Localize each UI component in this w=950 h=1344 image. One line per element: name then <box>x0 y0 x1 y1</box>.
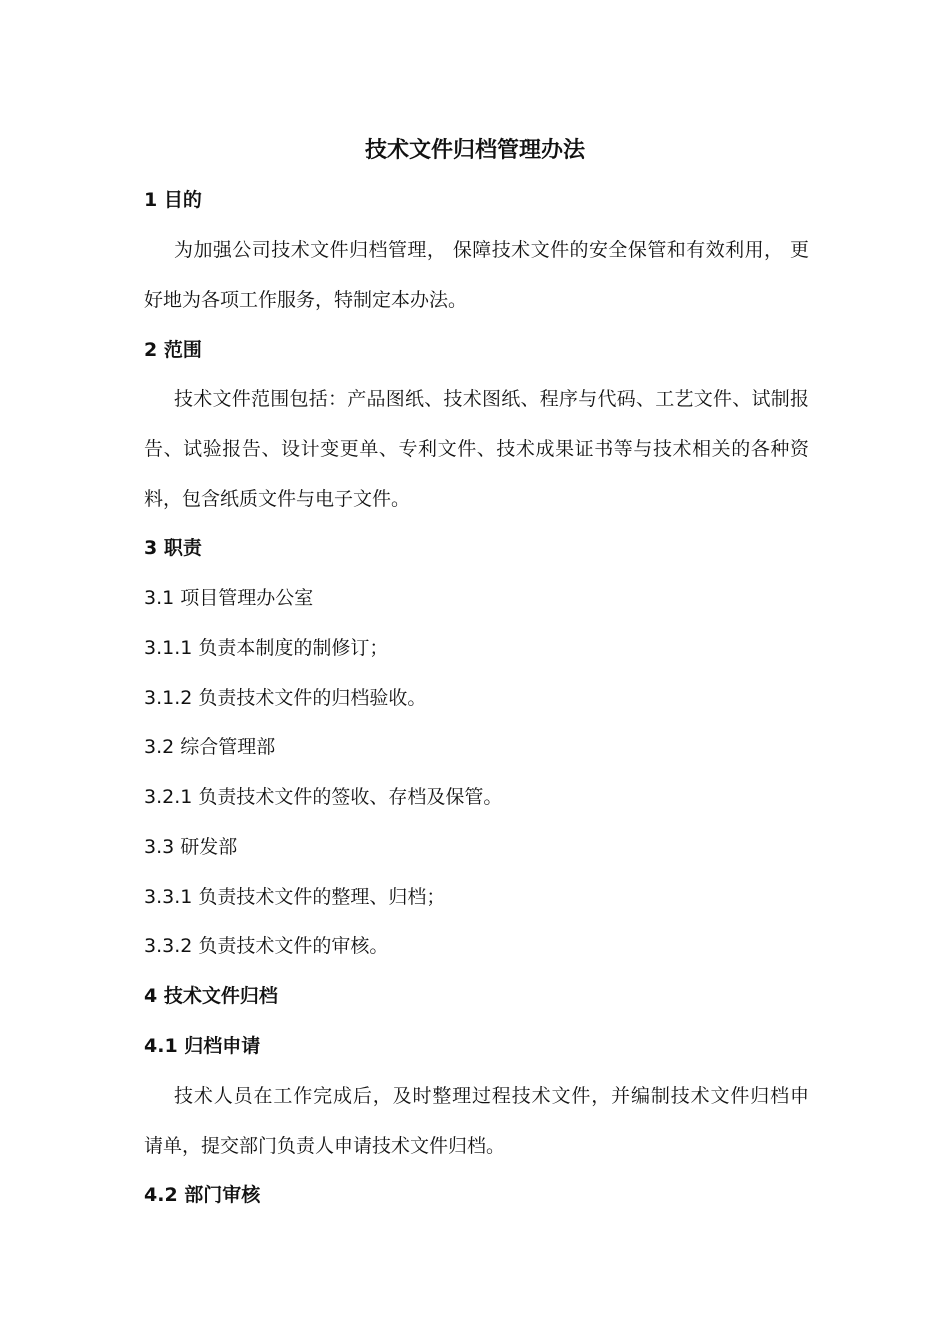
section-1-paragraph-line-2: 好地为各项工作服务，特制定本办法。 <box>144 289 468 311</box>
section-2-paragraph-line-3: 料，包含纸质文件与电子文件。 <box>144 488 411 510</box>
section-3-2-1: 3.2.1 负责技术文件的签收、存档及保管。 <box>144 786 503 808</box>
section-3-3-1: 3.3.1 负责技术文件的整理、归档； <box>144 886 446 908</box>
section-2-paragraph-line-2: 告、试验报告、设计变更单、专利文件、技术成果证书等与技术相关的各种资 <box>144 438 809 460</box>
section-3-3: 3.3 研发部 <box>144 836 238 858</box>
section-1-heading: 1 目的 <box>144 189 202 211</box>
section-2-paragraph-line-1: 技术文件范围包括：产品图纸、技术图纸、程序与代码、工艺文件、试制报 <box>174 388 809 410</box>
section-4-1-heading: 4.1 归档申请 <box>144 1035 261 1057</box>
section-4-1-paragraph-line-1: 技术人员在工作完成后，及时整理过程技术文件，并编制技术文件归档申 <box>174 1085 809 1107</box>
section-4-heading: 4 技术文件归档 <box>144 985 278 1007</box>
document-title: 技术文件归档管理办法 <box>364 138 585 163</box>
section-4-2-heading: 4.2 部门审核 <box>144 1184 261 1206</box>
section-1-paragraph-line-1: 为加强公司技术文件归档管理， 保障技术文件的安全保管和有效利用， 更 <box>174 239 809 261</box>
section-3-1-2: 3.1.2 负责技术文件的归档验收。 <box>144 687 427 709</box>
section-3-2: 3.2 综合管理部 <box>144 736 276 758</box>
section-3-heading: 3 职责 <box>144 537 202 559</box>
section-3-1-1: 3.1.1 负责本制度的制修订； <box>144 637 389 659</box>
section-3-1: 3.1 项目管理办公室 <box>144 587 314 609</box>
section-3-3-2: 3.3.2 负责技术文件的审核。 <box>144 935 389 957</box>
section-4-1-paragraph-line-2: 请单，提交部门负责人申请技术文件归档。 <box>144 1135 506 1157</box>
section-2-heading: 2 范围 <box>144 339 202 361</box>
